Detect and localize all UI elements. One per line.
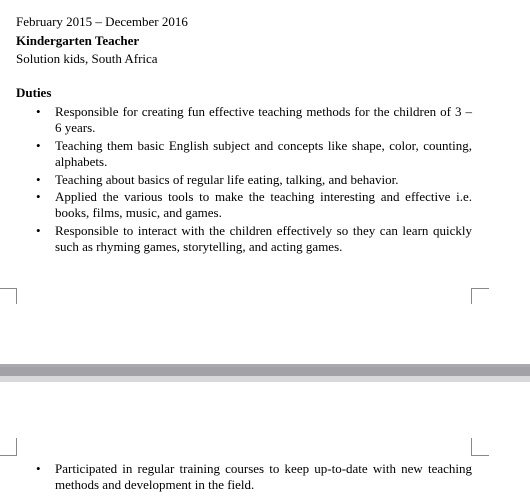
duty-item: Responsible to interact with the children effectively so they can learn quickly such as rhyming games, storytelling, and acting games.	[55, 223, 472, 254]
job-title: Kindergarten Teacher	[16, 33, 140, 48]
duty-item: Responsible for creating fun effective teaching methods for the children of 3 – 6 years.	[55, 104, 472, 135]
crop-mark-vertical	[471, 288, 472, 304]
crop-mark-horizontal	[0, 455, 17, 456]
duty-item: Teaching about basics of regular life eating, talking, and behavior.	[55, 172, 399, 187]
crop-mark-vertical	[16, 438, 17, 456]
page-break-gap	[0, 364, 530, 382]
bullet-marker: •	[36, 104, 41, 119]
duty-item: Participated in regular training courses to keep up-to-date with new teaching methods and development in the field.	[55, 461, 472, 492]
page-gap-band	[0, 367, 530, 376]
crop-mark-horizontal	[0, 288, 17, 289]
duty-item: Teaching them basic English subject and concepts like shape, color, counting, alphabets.	[55, 138, 472, 169]
crop-mark-horizontal	[471, 455, 489, 456]
bullet-marker: •	[36, 461, 41, 476]
bullet-marker: •	[36, 138, 41, 153]
duty-item: Applied the various tools to make the teaching interesting and effective i.e. books, films, music, and games.	[55, 189, 472, 220]
duties-heading: Duties	[16, 85, 52, 100]
crop-mark-horizontal	[471, 288, 489, 289]
crop-mark-vertical	[16, 288, 17, 304]
document-page-2	[0, 382, 530, 503]
bullet-marker: •	[36, 223, 41, 238]
job-dates: February 2015 – December 2016	[16, 14, 188, 29]
bullet-marker: •	[36, 189, 41, 204]
job-employer: Solution kids, South Africa	[16, 51, 158, 66]
bullet-marker: •	[36, 172, 41, 187]
crop-mark-vertical	[471, 438, 472, 456]
